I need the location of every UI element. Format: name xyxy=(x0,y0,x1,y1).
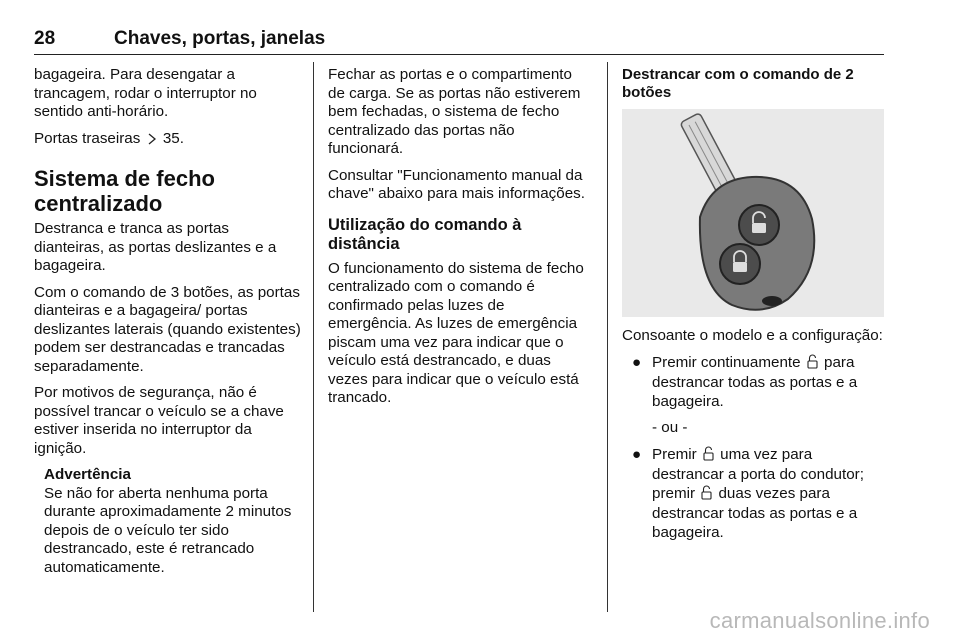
page-number: 28 xyxy=(34,28,56,49)
bullet-text: duas vezes para destrancar todas as portas e a bagageira. xyxy=(652,484,858,541)
column-middle xyxy=(328,66,590,416)
bullet-text: Premir continuamente xyxy=(652,353,805,371)
bullet-text: uma vez para destrancar a porta do condutor; premir xyxy=(652,445,864,502)
warning-title: Advertência xyxy=(44,466,131,483)
paragraph: Destranca e tranca as portas dianteiras, as portas deslizantes e a bagageira. xyxy=(34,220,277,274)
or-separator: - ou - xyxy=(652,419,688,436)
cross-reference-label: Portas traseiras xyxy=(34,129,145,147)
unlock-icon xyxy=(701,485,712,506)
paragraph: Fechar as portas e o compartimento de carga. Se as portas não estiverem bem fechadas, o sistema de fecho centralizado das portas não funcionará. xyxy=(328,66,581,157)
warning-box xyxy=(44,466,302,577)
bullet-list xyxy=(622,446,888,543)
heading-central-locking: Sistema de fecho centralizado xyxy=(34,166,215,216)
column-right xyxy=(622,66,888,550)
section-title: Chaves, portas, janelas xyxy=(114,28,326,49)
heading-remote-control: Utilização do comando à distância xyxy=(328,215,522,253)
column-left xyxy=(34,66,302,577)
paragraph: bagageira. Para desengatar a trancagem, rodar o interruptor no sentido anti-horário. xyxy=(34,66,257,120)
bullet-icon: ● xyxy=(632,353,642,371)
paragraph: Por motivos de segurança, não é possível trancar o veículo se a chave estiver inserida no interruptor da ignição. xyxy=(34,384,284,457)
column-divider xyxy=(607,62,608,612)
unlock-icon xyxy=(807,354,818,375)
watermark: carmanualsonline.info xyxy=(709,608,930,633)
paragraph: Com o comando de 3 botões, as portas dianteiras e a bagageira/ portas deslizantes laterais (quando existentes) podem ser destrancadas e trancadas separadamente. xyxy=(34,283,301,375)
cross-reference xyxy=(34,130,302,151)
warning-text: Se não for aberta nenhuma porta durante aproximadamente 2 minutos depois de o veículo ter sido destrancado, este é retrancado automaticamente. xyxy=(44,484,292,576)
page-header xyxy=(34,28,884,55)
unlock-icon xyxy=(703,446,714,467)
paragraph: Consoante o modelo e a configuração: xyxy=(622,327,883,344)
bullet-list xyxy=(622,354,888,412)
paragraph: O funcionamento do sistema de fecho centralizado com o comando é confirmado pelas luzes de emergência. As luzes de emergência piscam uma vez para indicar que o veículo está destrancado, e duas vezes para indicar que o veículo está trancado. xyxy=(328,259,584,406)
column-divider xyxy=(313,62,314,612)
arrow-ref-icon xyxy=(147,132,157,151)
bullet-text: Premir xyxy=(652,445,701,463)
page-link[interactable]: 35. xyxy=(162,129,184,147)
list-item xyxy=(622,446,888,543)
bullet-text: para destrancar todas as portas e a bagageira. xyxy=(652,353,858,410)
heading-two-button-remote: Destrancar com o comando de 2 botões xyxy=(622,66,854,101)
bullet-icon: ● xyxy=(632,445,642,463)
list-item xyxy=(622,354,888,412)
key-fob-illustration xyxy=(622,109,884,317)
paragraph: Consultar "Funcionamento manual da chave" abaixo para mais informações. xyxy=(328,166,585,202)
